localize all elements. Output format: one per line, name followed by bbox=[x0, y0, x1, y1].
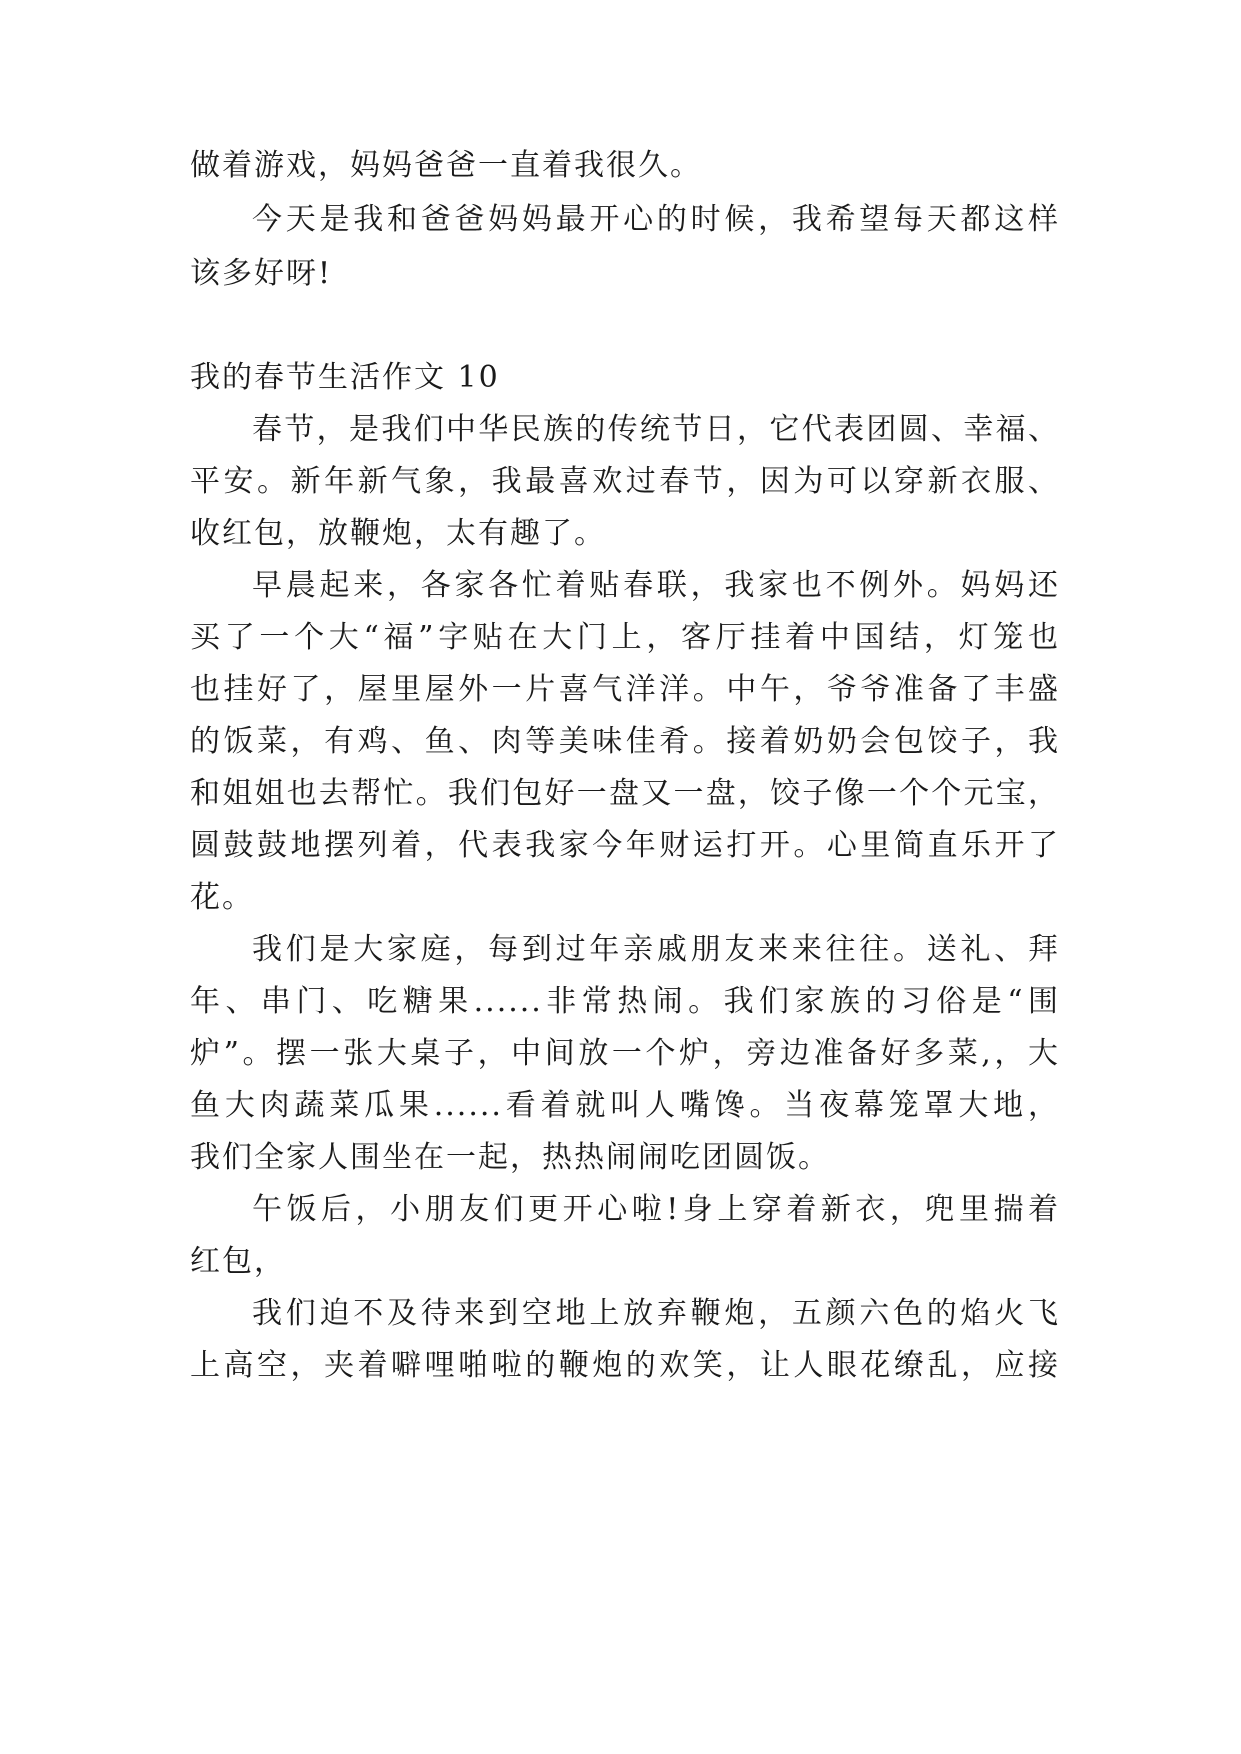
text-line-20: 午饭后，小朋友们更开心啦!身上穿着新衣，兜里揣着 bbox=[252, 1192, 1060, 1227]
text-line-16: 年、串门、吃糖果......非常热闹。我们家族的习俗是“围 bbox=[190, 984, 1060, 1019]
text-line-7: 收红包，放鞭炮，太有趣了。 bbox=[190, 516, 606, 551]
text-line-18: 鱼大肉蔬菜瓜果......看着就叫人嘴馋。当夜幕笼罩大地， bbox=[190, 1088, 1060, 1123]
text-line-13: 圆鼓鼓地摆列着，代表我家今年财运打开。心里简直乐开了 bbox=[190, 828, 1060, 863]
text-line-3: 该多好呀! bbox=[190, 256, 333, 291]
section-title: 我的春节生活作文 10 bbox=[190, 360, 500, 395]
text-line-6: 平安。新年新气象，我最喜欢过春节，因为可以穿新衣服、 bbox=[190, 464, 1060, 499]
text-line-17: 炉”。摆一张大桌子，中间放一个炉，旁边准备好多菜,，大 bbox=[190, 1036, 1060, 1071]
text-line-10: 也挂好了，屋里屋外一片喜气洋洋。中午，爷爷准备了丰盛 bbox=[190, 672, 1060, 707]
text-line-12: 和姐姐也去帮忙。我们包好一盘又一盘，饺子像一个个元宝， bbox=[190, 776, 1060, 811]
text-line-14: 花。 bbox=[190, 880, 254, 915]
text-line-9: 买了一个大“福”字贴在大门上，客厅挂着中国结，灯笼也 bbox=[190, 620, 1060, 655]
text-line-11: 的饭菜，有鸡、鱼、肉等美味佳肴。接着奶奶会包饺子，我 bbox=[190, 724, 1060, 759]
text-line-23: 上高空，夹着噼哩啪啦的鞭炮的欢笑，让人眼花缭乱，应接 bbox=[190, 1348, 1060, 1383]
text-line-21: 红包， bbox=[190, 1244, 286, 1279]
text-line-1: 做着游戏，妈妈爸爸一直着我很久。 bbox=[190, 148, 702, 183]
text-line-8: 早晨起来，各家各忙着贴春联，我家也不例外。妈妈还 bbox=[252, 568, 1060, 603]
text-line-19: 我们全家人围坐在一起，热热闹闹吃团圆饭。 bbox=[190, 1140, 830, 1175]
text-line-5: 春节，是我们中华民族的传统节日，它代表团圆、幸福、 bbox=[252, 412, 1060, 447]
text-line-22: 我们迫不及待来到空地上放弃鞭炮，五颜六色的焰火飞 bbox=[252, 1296, 1060, 1331]
text-line-2: 今天是我和爸爸妈妈最开心的时候，我希望每天都这样 bbox=[252, 202, 1060, 237]
text-line-15: 我们是大家庭，每到过年亲戚朋友来来往往。送礼、拜 bbox=[252, 932, 1060, 967]
